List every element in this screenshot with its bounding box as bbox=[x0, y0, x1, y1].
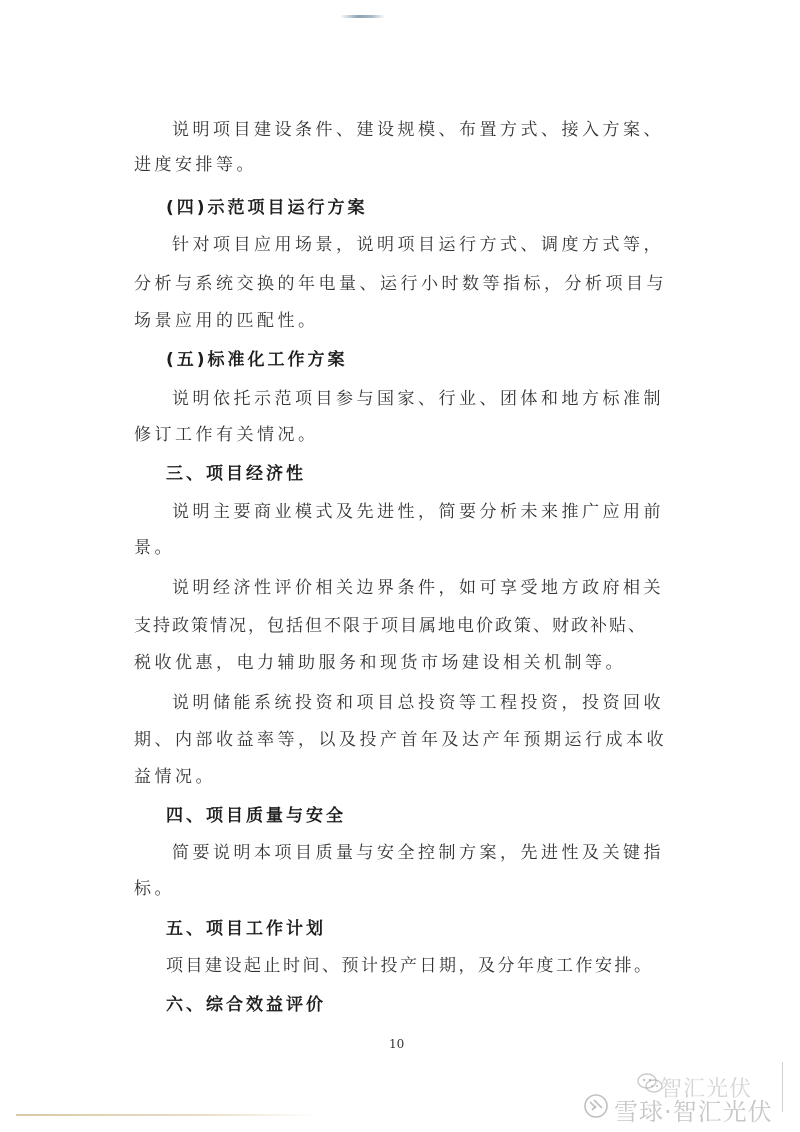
paragraph-line: 说明依托示范项目参与国家、行业、团体和地方标准制 bbox=[172, 389, 664, 409]
section-heading: 四、项目质量与安全 bbox=[166, 806, 346, 826]
paragraph-line: 税收优惠，电力辅助服务和现货市场建设相关机制等。 bbox=[134, 653, 626, 673]
section-heading: (五)标准化工作方案 bbox=[166, 350, 348, 370]
section-heading: 五、项目工作计划 bbox=[166, 919, 326, 939]
paragraph-line: 说明储能系统投资和项目总投资等工程投资，投资回收 bbox=[172, 693, 664, 713]
xueqiu-watermark-label: 雪球·智汇光伏 bbox=[614, 1098, 773, 1126]
section-heading: 六、综合效益评价 bbox=[166, 995, 326, 1015]
paragraph-line: 标。 bbox=[134, 879, 175, 899]
scan-edge-rule-vertical bbox=[782, 1062, 783, 1112]
xueqiu-logo-icon bbox=[583, 1093, 609, 1119]
paragraph-line: 说明项目建设条件、建设规模、布置方式、接入方案、 bbox=[172, 120, 664, 140]
paragraph-line: 益情况。 bbox=[134, 767, 216, 787]
paragraph-line: 景。 bbox=[134, 538, 175, 558]
paragraph-line: 分析与系统交换的年电量、运行小时数等指标，分析项目与 bbox=[134, 274, 667, 294]
paragraph-line: 说明经济性评价相关边界条件，如可享受地方政府相关 bbox=[172, 578, 664, 598]
section-heading: (四)示范项目运行方案 bbox=[166, 198, 368, 218]
paragraph-line: 支持政策情况，包括但不限于项目属地电价政策、财政补贴、 bbox=[134, 616, 647, 636]
scan-artifact-mark bbox=[340, 15, 385, 18]
paragraph-line: 针对项目应用场景，说明项目运行方式、调度方式等， bbox=[172, 235, 664, 255]
section-heading: 三、项目经济性 bbox=[166, 464, 306, 484]
paragraph-line: 简要说明本项目质量与安全控制方案，先进性及关键指 bbox=[172, 843, 664, 863]
paragraph-line: 期、内部收益率等，以及投产首年及达产年预期运行成本收 bbox=[134, 730, 667, 750]
page-number: 10 bbox=[389, 1037, 405, 1051]
paragraph-line: 场景应用的匹配性。 bbox=[134, 311, 319, 331]
scan-edge-rule bbox=[16, 1114, 316, 1116]
paragraph-line: 进度安排等。 bbox=[134, 155, 257, 175]
paragraph-line: 项目建设起止时间、预计投产日期，及分年度工作安排。 bbox=[166, 956, 654, 976]
paragraph-line: 修订工作有关情况。 bbox=[134, 425, 319, 445]
wechat-watermark-label: 智汇光伏 bbox=[660, 1077, 753, 1102]
paragraph-line: 说明主要商业模式及先进性，简要分析未来推广应用前 bbox=[172, 502, 664, 522]
